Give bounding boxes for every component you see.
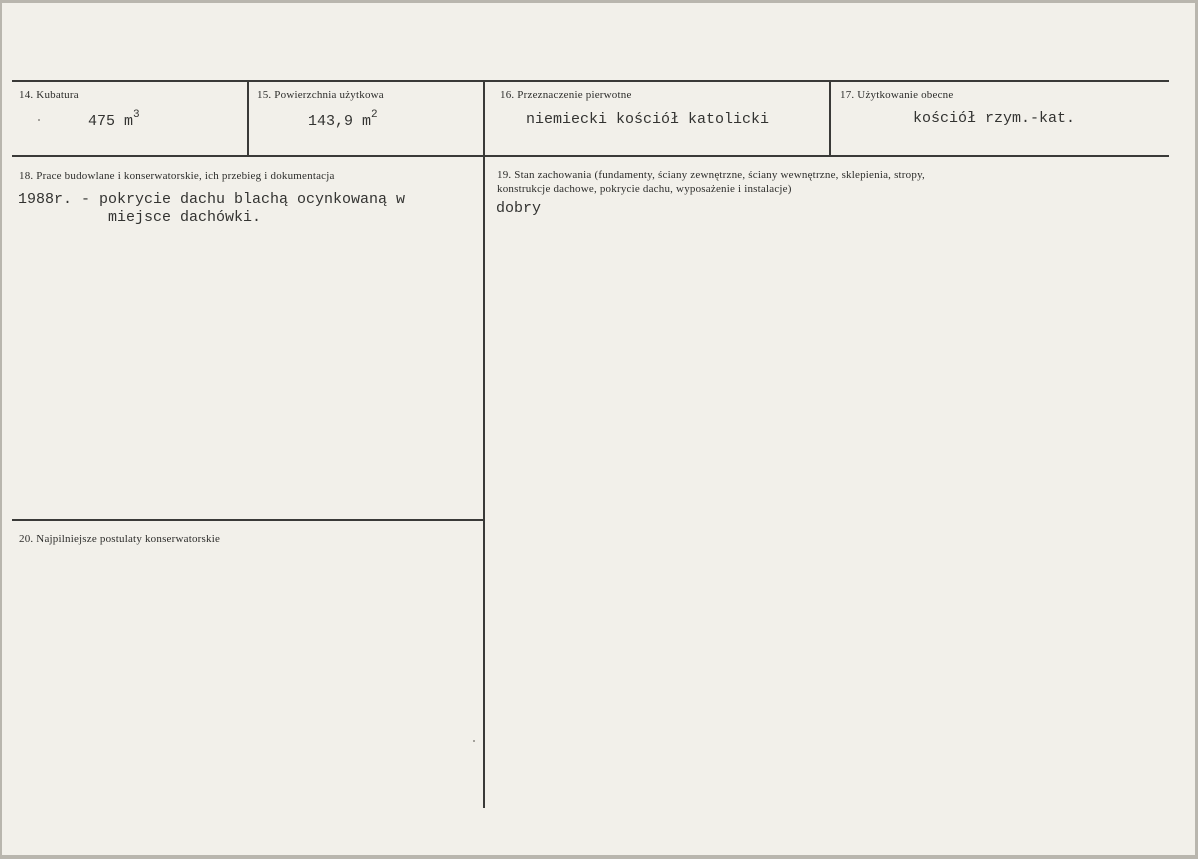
field-16-label: 16. Przeznaczenie pierwotne (500, 89, 632, 101)
field-19-label-line-1: 19. Stan zachowania (fundamenty, ściany zewnętrzne, ściany wewnętrzne, sklepienia, stropy, (497, 169, 926, 181)
top-rule (12, 80, 1169, 82)
row1-divider-1 (247, 81, 249, 156)
row1-divider-3 (829, 81, 831, 156)
paper-speck (38, 119, 40, 121)
field-15-label: 15. Powierzchnia użytkowa (257, 89, 384, 101)
main-column-divider (483, 156, 485, 808)
field-19-entry: dobry (496, 200, 542, 217)
field-18-entry-line-2: miejsce dachówki. (108, 209, 262, 226)
field-20-label: 20. Najpilniejsze postulaty konserwatorskie (19, 533, 221, 545)
field-18-label: 18. Prace budowlane i konserwatorskie, ich przebieg i dokumentacja (19, 170, 335, 182)
field-19-label-line-2: konstrukcje dachowe, pokrycie dachu, wyposażenie i instalacje) (497, 183, 792, 195)
field-16-value: niemiecki kościół katolicki (526, 111, 770, 128)
field-18-entry-line-1: 1988r. - pokrycie dachu blachą ocynkowaną w (18, 191, 406, 208)
field-15-value: 143,9 $m^2$ (308, 109, 378, 130)
field-17-label: 17. Użytkowanie obecne (840, 89, 954, 101)
field-14-label: 14. Kubatura (19, 89, 79, 101)
row1-bottom-rule (12, 155, 1169, 157)
paper-speck (473, 740, 475, 742)
row1-divider-2 (483, 81, 485, 156)
field18-bottom-rule (12, 519, 483, 521)
field-17-value: kościół rzym.-kat. (913, 110, 1076, 127)
record-card (2, 3, 1195, 855)
field-14-value: 475 $m^3$ (88, 109, 140, 130)
